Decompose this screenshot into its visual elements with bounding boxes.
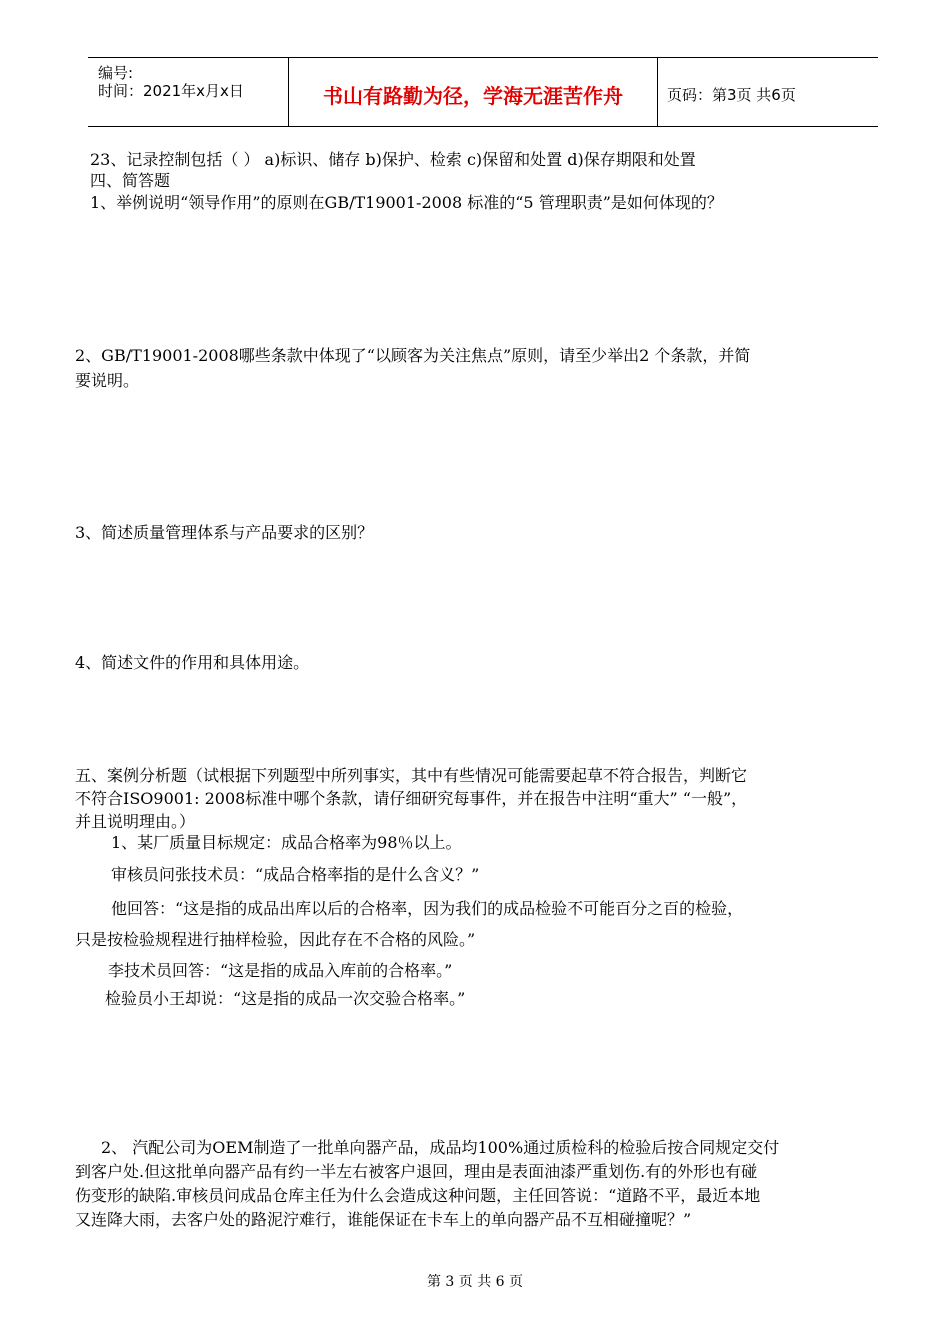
case1-goal: 1、某厂质量目标规定：成品合格率为98％以上。: [111, 833, 462, 852]
case1-answer-zhang-line1: 他回答：“这是指的成品出库以后的合格率，因为我们的成品检验不可能百分之百的检验，: [111, 899, 744, 918]
short-answer-q4: 4、简述文件的作用和具体用途。: [75, 653, 310, 672]
short-answer-q2-line2: 要说明。: [75, 371, 140, 390]
footer-page-number: 第 3 页 共 6 页: [426, 1274, 524, 1290]
document-number-label: 编号:: [98, 64, 134, 82]
case1-auditor-question: 审核员问张技术员：“成品合格率指的是什么含义？”: [111, 865, 480, 884]
case-section-intro-line2: 不符合ISO9001: 2008标准中哪个条款，请仔细研究每事件，并在报告中注明“重大” “一般”，: [75, 789, 748, 808]
case2-line1: 2、 汽配公司为OEM制造了一批单向器产品，成品均100%通过质检科的检验后按合同规定交付: [101, 1138, 780, 1157]
case1-answer-wang: 检验员小王却说：“这是指的成品一次交验合格率。”: [105, 989, 466, 1008]
header-page-number: 页码：第3页 共6页: [667, 86, 796, 104]
header-left-cell: [88, 58, 288, 126]
case2-line4: 又连降大雨，去客户处的路泥泞难行，谁能保证在卡车上的单向器产品不互相碰撞呢？”: [75, 1210, 692, 1229]
header-motto: 书山有路勤为径，学海无涯苦作舟: [323, 84, 623, 108]
section-heading-short-answer: 四、简答题: [90, 171, 171, 190]
question-23: 23、记录控制包括（ ） a)标识、储存 b)保护、检索 c)保留和处置 d)保存期限和处置: [90, 150, 696, 169]
header-center-cell: [288, 58, 658, 126]
short-answer-q3: 3、简述质量管理体系与产品要求的区别？: [75, 523, 374, 542]
header-right-cell: [657, 58, 878, 126]
short-answer-q1: 1、举例说明“领导作用”的原则在GB/T19001-2008 标准的“5 管理职责”是如何体现的？: [90, 193, 723, 212]
case1-answer-li: 李技术员回答：“这是指的成品入库前的合格率。”: [108, 961, 453, 980]
page-header: [88, 57, 878, 127]
case-section-intro-line3: 并且说明理由。）: [75, 812, 196, 831]
case2-line2: 到客户处.但这批单向器产品有约一半左右被客户退回，理由是表面油漆严重划伤.有的外形也有碰: [75, 1162, 758, 1181]
short-answer-q2-line1: 2、GB/T19001-2008哪些条款中体现了“以顾客为关注焦点”原则，请至少举出2 个条款，并简: [75, 346, 751, 365]
page-footer: [0, 1271, 950, 1291]
case-section-intro-line1: 五、案例分析题（试根据下列题型中所列事实，其中有些情况可能需要起草不符合报告，判断它: [75, 766, 748, 785]
case2-line3: 伤变形的缺陷.审核员问成品仓库主任为什么会造成这种问题，主任回答说：“道路不平，最近本地: [75, 1186, 761, 1205]
document-date: 时间：2021年x月x日: [98, 82, 244, 100]
case1-answer-zhang-line2: 只是按检验规程进行抽样检验，因此存在不合格的风险。”: [75, 930, 476, 949]
